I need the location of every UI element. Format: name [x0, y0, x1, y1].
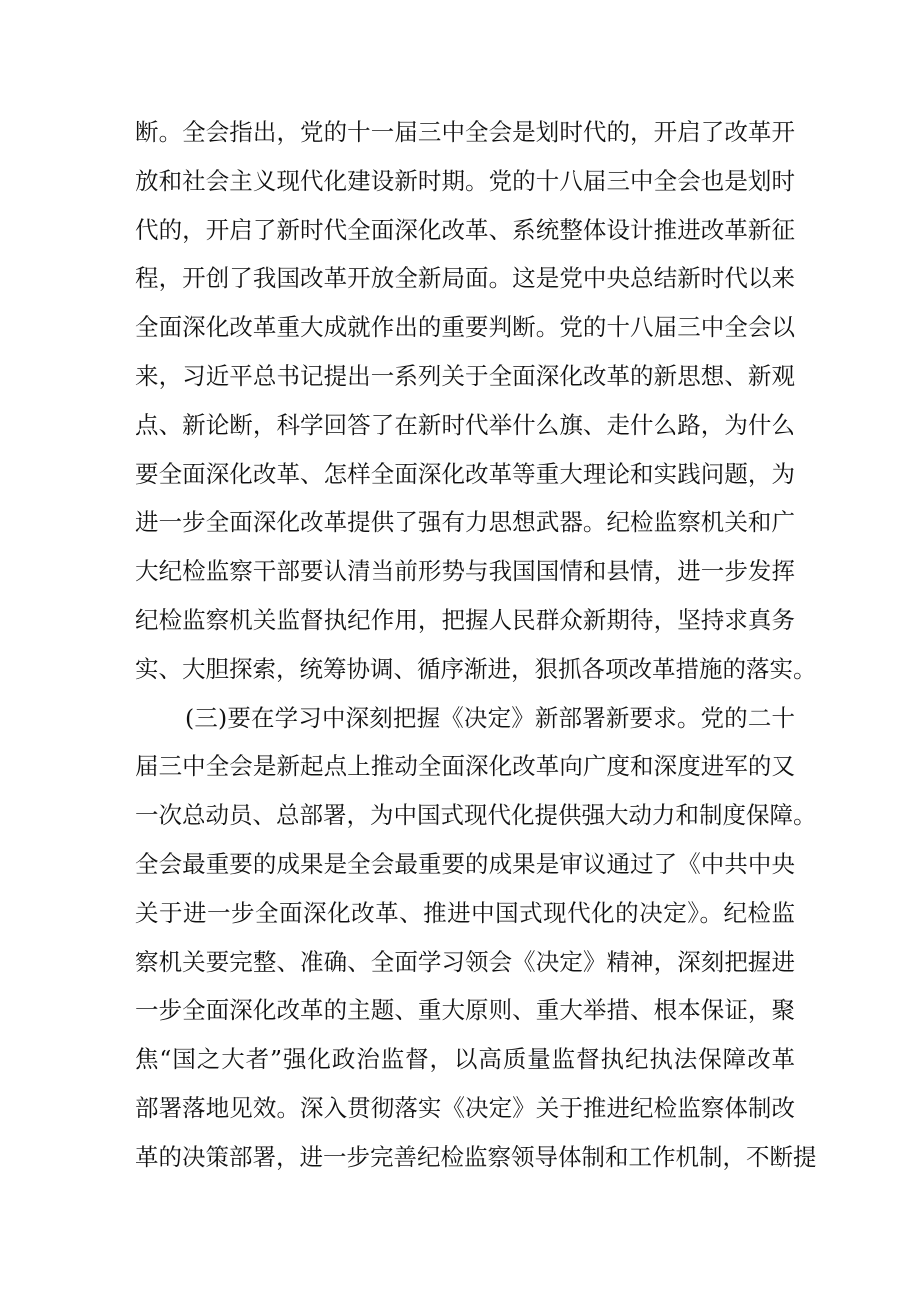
- text-line: 关于进一步全面深化改革、推进中国式现代化的决定》。纪检监: [135, 898, 795, 927]
- text-line: 部署落地见效。深入贯彻落实《决定》关于推进纪检监察体制改: [135, 1093, 795, 1122]
- text-line: 全面深化改革重大成就作出的重要判断。党的十八届三中全会以: [135, 313, 795, 342]
- text-line: 一步全面深化改革的主题、重大原则、重大举措、根本保证，聚: [135, 996, 795, 1025]
- text-line: 程，开创了我国改革开放全新局面。这是党中央总结新时代以来: [135, 264, 795, 293]
- text-line: 革的决策部署，进一步完善纪检监察领导体制和工作机制，不断提: [135, 1142, 817, 1171]
- text-line: 焦“国之大者”强化政治监督，以高质量监督执纪执法保障改革: [135, 1045, 795, 1074]
- text-line: 放和社会主义现代化建设新时期。党的十八届三中全会也是划时: [135, 166, 795, 195]
- text-line: 来，习近平总书记提出一系列关于全面深化改革的新思想、新观: [135, 361, 795, 390]
- text-line: 代的，开启了新时代全面深化改革、系统整体设计推进改革新征: [135, 215, 795, 244]
- text-line: 大纪检监察干部要认清当前形势与我国国情和县情，进一步发挥: [135, 557, 795, 586]
- body-text: [135, 108, 817, 1182]
- text-line: 断。全会指出，党的十一届三中全会是划时代的，开启了改革开: [135, 118, 795, 146]
- section-heading-line: (三)要在学习中深刻把握《决定》新部署新要求。党的二十: [185, 703, 795, 732]
- text-line: 要全面深化改革、怎样全面深化改革等重大理论和实践问题，为: [135, 459, 795, 488]
- text-line: 进一步全面深化改革提供了强有力思想武器。纪检监察机关和广: [135, 508, 795, 537]
- text-line: 一次总动员、总部署，为中国式现代化提供强大动力和制度保障。: [135, 801, 817, 830]
- text-line: 察机关要完整、准确、全面学习领会《决定》精神，深刻把握进: [135, 947, 795, 976]
- text-line: 点、新论断，科学回答了在新时代举什么旗、走什么路，为什么: [135, 410, 795, 439]
- text-line: 全会最重要的成果是全会最重要的成果是审议通过了《中共中央: [135, 849, 795, 878]
- text-line: 届三中全会是新起点上推动全面深化改革向广度和深度进军的又: [135, 752, 795, 781]
- text-line: 纪检监察机关监督执纪作用，把握人民群众新期待，坚持求真务: [135, 605, 795, 634]
- text-line: 实、大胆探索，统筹协调、循序渐进，狠抓各项改革措施的落实。: [135, 654, 817, 683]
